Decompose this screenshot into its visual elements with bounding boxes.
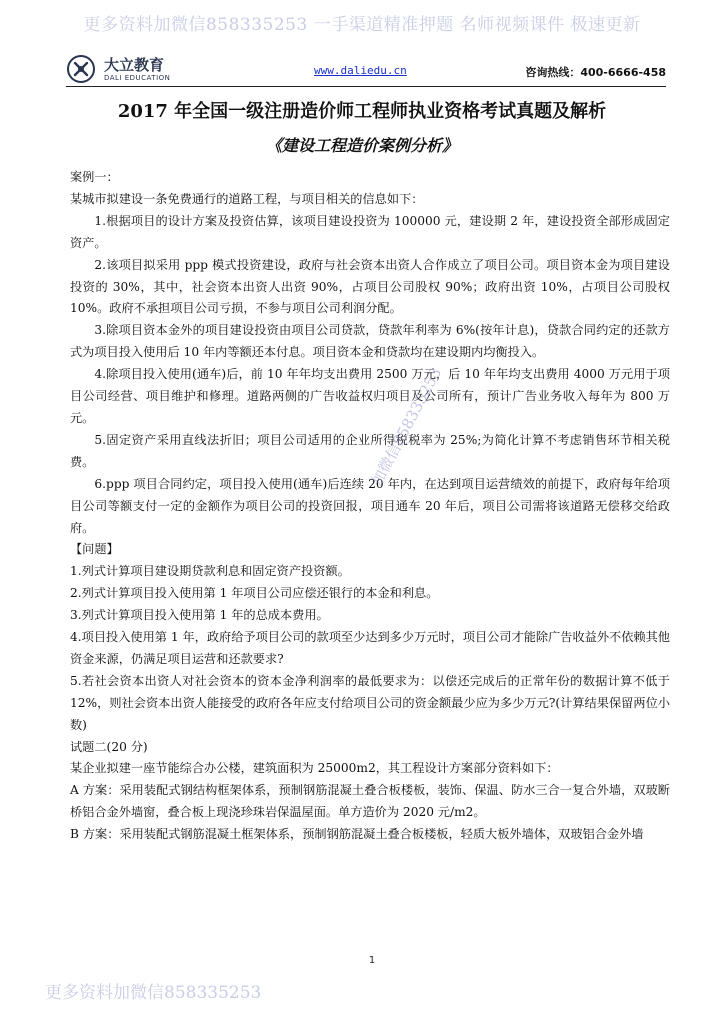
page-number: 1 xyxy=(368,955,376,966)
paragraph: 1.根据项目的设计方案及投资估算，该项目建设投资为 100000 元，建设期 2 年，建设投资全部形成固定资产。 xyxy=(70,213,670,250)
paragraph: 某企业拟建一座节能综合办公楼，建筑面积为 25000m2，其工程设计方案部分资料如下： xyxy=(70,761,559,776)
paragraph: 某城市拟建设一条免费通行的道路工程，与项目相关的信息如下： xyxy=(70,191,424,206)
document-title: 2017 年全国一级注册造价师工程师执业资格考试真题及解析 xyxy=(117,101,607,122)
document-subtitle: 《建设工程造价案例分析》 xyxy=(265,136,458,155)
paragraph: 6.ppp 项目合同约定，项目投入使用(通车)后连续 20 年内，在达到项目运营绩效的前提下，政府每年给项目公司等额支付一定的金额作为项目公司的投资回报，项目通车 20 年后，项目公司需将该道路无偿移交给政府。 xyxy=(70,476,670,535)
paragraph: 2.列式计算项目投入使用第 1 年项目公司应偿还银行的本金和利息。 xyxy=(70,586,439,601)
paragraph: 【问题】 xyxy=(70,542,119,557)
diagonal-watermark: 加微信858335253 xyxy=(367,364,446,489)
dali-logo-icon xyxy=(66,54,96,84)
paragraph: B 方案：采用装配式钢筋混凝土框架体系，预制钢筋混凝土叠合板楼板，轻质大板外墙体，双玻铝合金外墙 xyxy=(70,827,644,842)
logo-text-cn: 大立教育 xyxy=(104,56,165,74)
paragraph: 4.除项目投入使用(通车)后，前 10 年年均支出费用 2500 万元，后 10 年年均支出费用 4000 万元用于项目公司经营、项目维护和修理。道路两侧的广告收益权归项目及公司所有，预计广告业务收入每年为 800 万元。 xyxy=(70,367,670,425)
top-watermark-banner: 更多资料加微信858335253 一手渠道精准押题 名师视频课件 极速更新 xyxy=(83,15,641,35)
paragraph: 案例一： xyxy=(70,170,119,184)
paragraph: 试题二(20 分) xyxy=(70,739,148,754)
paragraph: 3.除项目资本金外的项目建设投资由项目公司贷款，贷款年利率为 6%(按年计息)，贷款合同约定的还款方式为项目投入使用后 10 年内等额还本付息。项目资本金和贷款均在建设期内均衡投入。 xyxy=(70,323,670,360)
dali-logo xyxy=(66,52,196,90)
header-divider xyxy=(66,86,666,87)
paragraph: 4.项目投入使用第 1 年，政府给予项目公司的款项至少达到多少万元时，项目公司才能除广告收益外不依赖其他资金来源，仍满足项目运营和还款要求? xyxy=(70,630,670,666)
paragraph: 1.列式计算项目建设期贷款利息和固定资产投资额。 xyxy=(70,564,350,579)
website-link[interactable]: www.daliedu.cn xyxy=(314,64,407,77)
paragraph: 2.该项目拟采用 ppp 模式投资建设，政府与社会资本出资人合作成立了项目公司。项目资本金为项目建设投资的 30%，其中，社会资本出资人出资 90%，占项目公司股权 90%；政府出资 10%，占项目公司股权 10%。政府不承担项目公司亏损，不参与项目公司利润分配。 xyxy=(70,257,670,316)
paragraph: A 方案：采用装配式钢结构框架体系，预制钢筋混凝土叠合板楼板，装饰、保温、防水三合一复合外墙，双玻断桥铝合金外墙窗，叠合板上现浇珍珠岩保温屋面。单方造价为 2020 元/m2。 xyxy=(70,783,670,820)
paragraph: 3.列式计算项目投入使用第 1 年的总成本费用。 xyxy=(70,608,329,623)
bottom-watermark-banner: 更多资料加微信858335253 xyxy=(45,983,262,1003)
page-header xyxy=(66,52,666,94)
logo-text-en: DALI EDUCATION xyxy=(104,74,171,82)
paragraph: 5.固定资产采用直线法折旧；项目公司适用的企业所得税税率为 25%;为简化计算不考虑销售环节相关税费。 xyxy=(70,432,670,469)
hotline-text: 咨询热线：400-6666-458 xyxy=(525,66,666,79)
paragraph: 5.若社会资本出资人对社会资本的资本金净利润率的最低要求为：以偿还完成后的正常年份的数据计算不低于 12%，则社会资本出资人能接受的政府各年应支付给项目公司的资金额最少应为多少万元?(计算结果保留两位小数) xyxy=(70,673,670,732)
